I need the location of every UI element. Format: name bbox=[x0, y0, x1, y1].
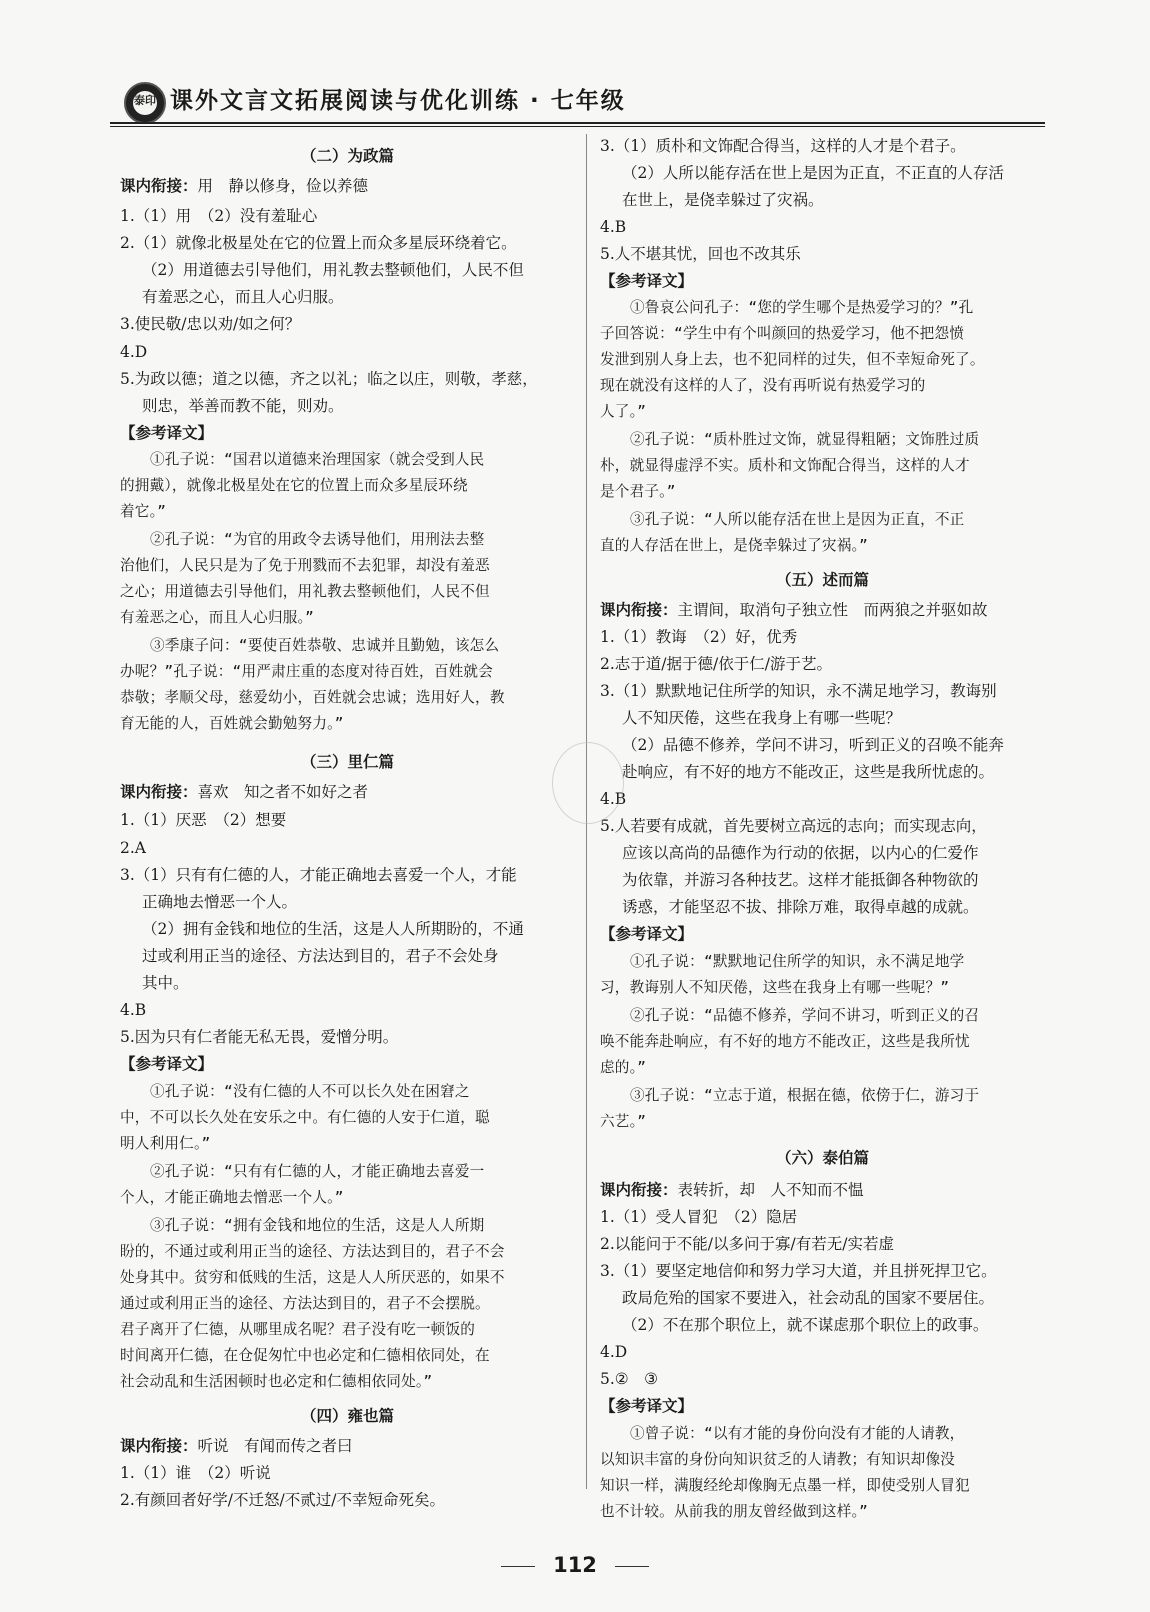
translation-line: 中，不可以长久处在安乐之中。有仁德的人安于仁道，聪 bbox=[120, 1109, 490, 1126]
page-number-text: 112 bbox=[553, 1553, 597, 1577]
reference-heading: 【参考译文】 bbox=[120, 1055, 214, 1073]
logo-text: 泰印 bbox=[134, 94, 156, 107]
translation-line: ①曾子说：“以有才能的身份向没有才能的人请教， bbox=[630, 1425, 965, 1442]
section-title: （二）为政篇 bbox=[300, 147, 394, 165]
translation-line: ②孔子说：“品德不修养，学问不讲习，听到正义的召 bbox=[630, 1007, 980, 1024]
text-line: 其中。 bbox=[142, 974, 189, 992]
page-number bbox=[0, 1553, 1150, 1577]
text-line: 1.（1）教诲 （2）好，优秀 bbox=[600, 628, 798, 646]
translation-line: 处身其中。贫穷和低贱的生活，这是人人所厌恶的，如果不 bbox=[120, 1269, 505, 1286]
text-line: 4.D bbox=[120, 343, 148, 361]
translation-line: 习，教诲别人不知厌倦，这些在我身上有哪一些呢？” bbox=[600, 979, 950, 996]
text-line: 4.B bbox=[600, 790, 627, 808]
text-line: 在世上，是侥幸躲过了灾祸。 bbox=[622, 191, 824, 209]
reference-heading: 【参考译文】 bbox=[600, 1397, 694, 1415]
translation-line: ③孔子说：“拥有金钱和地位的生活，这是人人所期 bbox=[150, 1217, 485, 1234]
translation-line: 明人利用仁。” bbox=[120, 1135, 211, 1152]
text-line: 4.B bbox=[120, 1001, 147, 1019]
link-label: 课内衔接： bbox=[120, 783, 198, 801]
text-line: （2）不在那个职位上，就不谋虑那个职位上的政事。 bbox=[622, 1316, 989, 1334]
text-line: 人不知厌倦，这些在我身上有哪一些呢？ bbox=[622, 709, 902, 727]
text-line: 2.有颜回者好学/不迁怒/不贰过/不幸短命死矣。 bbox=[120, 1491, 445, 1509]
translation-line: 社会动乱和生活困顿时也必定和仁德相依同处。” bbox=[120, 1373, 433, 1390]
text-line: 5.为政以德；道之以德，齐之以礼；临之以庄，则敬，孝慈， bbox=[120, 370, 538, 388]
translation-line: 六艺。” bbox=[600, 1113, 647, 1130]
text-line: （2）用道德去引导他们，用礼教去整顿他们，人民不但 bbox=[142, 261, 524, 279]
text-line: 3.（1）要坚定地信仰和努力学习大道，并且拼死捍卫它。 bbox=[600, 1262, 997, 1280]
link-label: 课内衔接： bbox=[600, 601, 678, 619]
translation-line: 直的人存活在世上，是侥幸躲过了灾祸。” bbox=[600, 537, 868, 554]
translation-line: 以知识丰富的身份向知识贫乏的人请教；有知识却像没 bbox=[600, 1451, 956, 1468]
translation-line: 通过或利用正当的途径、方法达到目的，君子不会摆脱。 bbox=[120, 1295, 490, 1312]
text-line: 3.（1）默默地记住所学的知识，永不满足地学习，教诲别 bbox=[600, 682, 997, 700]
text-line bbox=[120, 1436, 353, 1456]
text-line: 3.使民敬/忠以劝/如之何？ bbox=[120, 315, 301, 333]
translation-line: 也不计较。从前我的朋友曾经做到这样。” bbox=[600, 1503, 868, 1520]
reference-heading: 【参考译文】 bbox=[600, 925, 694, 943]
translation-line: 朴，就显得虚浮不实。质朴和文饰配合得当，这样的人才 bbox=[600, 457, 970, 474]
translation-line: ③孔子说：“人所以能存活在世上是因为正直，不正 bbox=[630, 511, 965, 528]
translation-line: 办呢？”孔子说：“用严肃庄重的态度对待百姓，百姓就会 bbox=[120, 663, 494, 680]
translation-line: 知识一样，满腹经纶却像胸无点墨一样，即使受别人冒犯 bbox=[600, 1477, 970, 1494]
translation-line: 的拥戴），就像北极星处在它的位置上而众多星辰环绕 bbox=[120, 477, 468, 494]
text-line: （2）拥有金钱和地位的生活，这是人人所期盼的，不通 bbox=[142, 920, 524, 938]
translation-line: 个人，才能正确地去憎恶一个人。” bbox=[120, 1189, 344, 1206]
link-label: 课内衔接： bbox=[600, 1181, 678, 1199]
section-title: （五）述而篇 bbox=[775, 571, 869, 589]
translation-line: 有羞恶之心，而且人心归服。” bbox=[120, 609, 315, 626]
text-line: 5.② ③ bbox=[600, 1370, 659, 1388]
translation-line: ①孔子说：“没有仁德的人不可以长久处在困窘之 bbox=[150, 1083, 470, 1100]
page-number-dash bbox=[615, 1566, 649, 1567]
translation-line: 育无能的人，百姓就会勤勉努力。” bbox=[120, 715, 344, 732]
translation-line: ②孔子说：“只有有仁德的人，才能正确地去喜爱一 bbox=[150, 1163, 485, 1180]
link-text: 喜欢 知之者不如好之者 bbox=[197, 783, 369, 801]
translation-line: ①孔子说：“默默地记住所学的知识，永不满足地学 bbox=[630, 953, 965, 970]
translation-line: 盼的，不通过或利用正当的途径、方法达到目的，君子不会 bbox=[120, 1243, 505, 1260]
link-label: 课内衔接： bbox=[120, 177, 198, 195]
text-line: 4.D bbox=[600, 1343, 628, 1361]
reference-heading: 【参考译文】 bbox=[600, 272, 694, 290]
text-line bbox=[120, 176, 368, 196]
publisher-logo-icon bbox=[124, 82, 166, 124]
translation-line: 唤不能奔赴响应，有不好的地方不能改正，这些是我所忧 bbox=[600, 1033, 970, 1050]
translation-line: ③季康子问：“要使百姓恭敬、忠诚并且勤勉，该怎么 bbox=[150, 637, 500, 654]
section-title: （四）雍也篇 bbox=[300, 1407, 394, 1425]
text-line: 2.志于道/据于德/依于仁/游于艺。 bbox=[600, 655, 832, 673]
text-line: 则忠，举善而教不能，则劝。 bbox=[142, 397, 344, 415]
link-text: 表转折，却 人不知而不愠 bbox=[677, 1181, 864, 1199]
translation-line: 恭敬；孝顺父母，慈爱幼小，百姓就会忠诚；选用好人，教 bbox=[120, 689, 505, 706]
text-line bbox=[120, 782, 368, 802]
page-number-dash bbox=[501, 1566, 535, 1567]
text-line: 3.（1）质朴和文饰配合得当，这样的人才是个君子。 bbox=[600, 137, 966, 155]
link-label: 课内衔接： bbox=[120, 1437, 198, 1455]
page-header bbox=[110, 78, 1045, 128]
section-title: （三）里仁篇 bbox=[300, 753, 394, 771]
stamp-watermark-icon bbox=[552, 742, 627, 824]
text-line: 为依靠，并游习各种技艺。这样才能抵御各种物欲的 bbox=[622, 871, 979, 889]
translation-line: 子回答说：“学生中有个叫颜回的热爱学习，他不把怨愤 bbox=[600, 325, 965, 342]
text-line: 过或利用正当的途径、方法达到目的，君子不会处身 bbox=[142, 947, 499, 965]
translation-line: ③孔子说：“立志于道，根据在德，依傍于仁，游习于 bbox=[630, 1087, 980, 1104]
text-line: 有羞恶之心，而且人心归服。 bbox=[142, 288, 344, 306]
text-line: 2.A bbox=[120, 839, 146, 857]
text-line: （2）人所以能存活在世上是因为正直，不正直的人存活 bbox=[622, 164, 1004, 182]
text-line: 3.（1）只有有仁德的人，才能正确地去喜爱一个人，才能 bbox=[120, 866, 517, 884]
translation-line: ①孔子说：“国君以道德来治理国家（就会受到人民 bbox=[150, 451, 485, 468]
text-line: 诱惑，才能坚忍不拔、排除万难，取得卓越的成就。 bbox=[622, 898, 979, 916]
translation-line: 是个君子。” bbox=[600, 483, 676, 500]
text-line: 4.B bbox=[600, 218, 627, 236]
translation-line: 虑的。” bbox=[600, 1059, 647, 1076]
translation-line: ②孔子说：“质朴胜过文饰，就显得粗陋；文饰胜过质 bbox=[630, 431, 980, 448]
translation-line: 现在就没有这样的人了，没有再听说有热爱学习的 bbox=[600, 377, 926, 394]
text-line: 1.（1）用 （2）没有羞耻心 bbox=[120, 207, 318, 225]
link-text: 听说 有闻而传之者曰 bbox=[197, 1437, 353, 1455]
text-line: 赴响应，有不好的地方不能改正，这些是我所忧虑的。 bbox=[622, 763, 995, 781]
translation-line: 之心；用道德去引导他们，用礼教去整顿他们，人民不但 bbox=[120, 583, 490, 600]
translation-line: ②孔子说：“为官的用政令去诱导他们，用刑法去整 bbox=[150, 531, 485, 548]
text-line: 5.人不堪其忧，回也不改其乐 bbox=[600, 245, 801, 263]
translation-line: 人了。” bbox=[600, 403, 647, 420]
text-line bbox=[600, 600, 988, 620]
link-text: 主谓间，取消句子独立性 而两狼之并驱如故 bbox=[677, 601, 988, 619]
text-line: 1.（1）厌恶 （2）想要 bbox=[120, 811, 287, 829]
link-text: 用 静以修身，俭以养德 bbox=[197, 177, 369, 195]
translation-line: 时间离开仁德，在仓促匆忙中也必定和仁德相依同处，在 bbox=[120, 1347, 490, 1364]
section-title: （六）泰伯篇 bbox=[775, 1149, 869, 1167]
reference-heading: 【参考译文】 bbox=[120, 424, 214, 442]
text-line: 正确地去憎恶一个人。 bbox=[142, 893, 298, 911]
text-line: 政局危殆的国家不要进入，社会动乱的国家不要居住。 bbox=[622, 1289, 995, 1307]
translation-line: 着它。” bbox=[120, 503, 167, 520]
text-line: 2.（1）就像北极星处在它的位置上而众多星辰环绕着它。 bbox=[120, 234, 517, 252]
text-line: 2.以能问于不能/以多问于寡/有若无/实若虚 bbox=[600, 1235, 894, 1253]
book-title: 课外文言文拓展阅读与优化训练 · 七年级 bbox=[170, 88, 626, 114]
translation-line: 治他们，人民只是为了免于刑戮而不去犯罪，却没有羞恶 bbox=[120, 557, 490, 574]
text-line: 1.（1）谁 （2）听说 bbox=[120, 1464, 271, 1482]
translation-line: ①鲁哀公问孔子：“您的学生哪个是热爱学习的？”孔 bbox=[630, 299, 974, 316]
text-line bbox=[600, 1180, 864, 1200]
text-line: 1.（1）受人冒犯 （2）隐居 bbox=[600, 1208, 798, 1226]
text-line: 5.人若要有成就，首先要树立高远的志向；而实现志向， bbox=[600, 817, 987, 835]
translation-line: 发泄到别人身上去，也不犯同样的过失，但不幸短命死了。 bbox=[600, 351, 985, 368]
text-line: （2）品德不修养，学问不讲习，听到正义的召唤不能奔 bbox=[622, 736, 1004, 754]
translation-line: 君子离开了仁德，从哪里成名呢？君子没有吃一顿饭的 bbox=[120, 1321, 476, 1338]
header-rule bbox=[110, 122, 1045, 127]
text-line: 5.因为只有仁者能无私无畏，爱憎分明。 bbox=[120, 1028, 399, 1046]
text-line: 应该以高尚的品德作为行动的依据，以内心的仁爱作 bbox=[622, 844, 979, 862]
